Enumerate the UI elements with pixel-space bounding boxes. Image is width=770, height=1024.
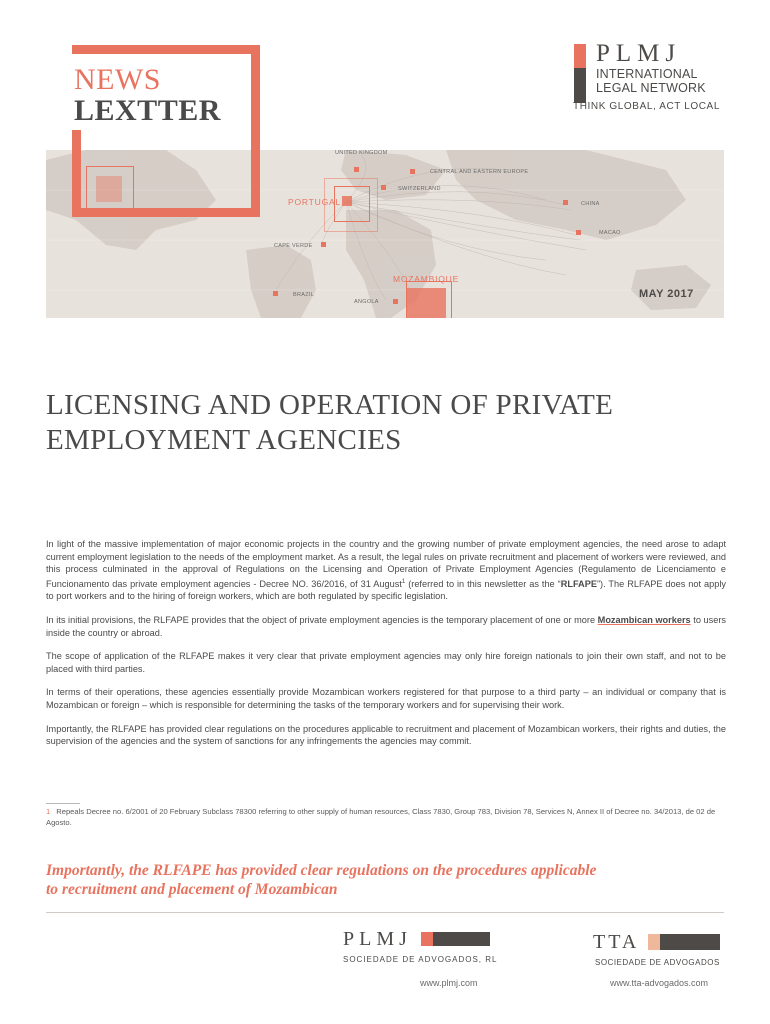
- plmj-tagline: THINK GLOBAL, ACT LOCAL: [573, 101, 720, 112]
- issue-date: MAY 2017: [639, 288, 694, 300]
- decorative-square: [96, 176, 122, 202]
- article-headline: [46, 388, 726, 458]
- headline-line-1: LICENSING AND OPERATION OF PRIVATE: [46, 389, 614, 421]
- paragraph-2: In its initial provisions, the RLFAPE provides that the object of private employment agencies is the temporary placement of one or more Mozambican workers to users inside the country or abroad.: [46, 615, 726, 638]
- footnote-number: 1: [46, 807, 51, 816]
- cee-marker: [410, 169, 415, 174]
- footer-tta-subtitle: SOCIEDADE DE ADVOGADOS: [595, 958, 720, 967]
- headline-line-2: EMPLOYMENT AGENCIES: [46, 424, 402, 456]
- footnote-ref[interactable]: 1: [401, 578, 406, 585]
- article-body: [46, 538, 726, 759]
- switzerland-marker: [381, 185, 386, 190]
- mozambican-workers-link[interactable]: Mozambican workers: [597, 615, 691, 626]
- macao-marker: [576, 230, 581, 235]
- plmj-logo-name: PLMJ: [596, 40, 682, 67]
- masthead-news: NEWS: [74, 63, 161, 96]
- label-brazil: BRAZIL: [293, 292, 315, 298]
- label-switzerland: SWITZERLAND: [398, 186, 441, 192]
- frame-top-bar: [72, 45, 260, 54]
- pull-quote-line-1: Importantly, the RLFAPE has provided clear regulations on the procedures applicable: [46, 862, 597, 879]
- footer-plmj-subtitle: SOCIEDADE DE ADVOGADOS, RL: [343, 955, 498, 964]
- plmj-logo-legal-network: LEGAL NETWORK: [596, 81, 706, 95]
- paragraph-1: In light of the massive implementation of major economic projects in the country and the growing number of private employment agencies, the need arose to adapt current employment legislation to the needs of the employment market. As a result, the legal rules on private recruitment and placement of workers were reviewed, and this process culminated in the approval of Regulations on the Licensing and Operation of Private Employment Agencies (Regulamento de Licenciamento e Funcionamento das private employment agencies - Decree NO. 36/2016, of 31 August$^1$ (referred to in this newsletter as the “RLFAPE”). The RLFAPE does not apply to port workers and to the hiring of foreign workers, which are both regulated by specific legislation.: [46, 539, 726, 602]
- footer-plmj-url[interactable]: www.plmj.com: [420, 978, 478, 988]
- rlfape-term: RLFAPE: [560, 578, 597, 589]
- footer-tta-bar: [660, 934, 720, 950]
- label-china: CHINA: [581, 201, 600, 207]
- plmj-logo-bar: [574, 44, 586, 103]
- paragraph-3: The scope of application of the RLFAPE makes it very clear that private employment agencies may only hire foreign nationals to join their own staff, and not to be placed with third parties.: [46, 651, 726, 674]
- plmj-logo-international: INTERNATIONAL: [596, 67, 698, 81]
- footer-tta-url[interactable]: www.tta-advogados.com: [610, 978, 709, 988]
- label-mozambique: MOZAMBIQUE: [393, 274, 460, 284]
- masthead-lextter: LEXTTER: [74, 94, 221, 127]
- world-map-banner: [46, 150, 724, 318]
- label-macao: MACAO: [599, 230, 621, 236]
- footer-plmj-bar: [433, 932, 490, 946]
- footnote-divider: [46, 803, 80, 804]
- world-map-graphic: [46, 150, 724, 318]
- angola-marker: [393, 299, 398, 304]
- footnote-text: Repeals Decree no. 6/2001 of 20 February Subclass 78300 referring to other supply of human resources, Class 7830, Group 783, Division 78, Services N, Annex II of Decree no. 34/2013, de 02 de Agosto.: [46, 807, 716, 827]
- brazil-marker: [273, 291, 278, 296]
- footer-plmj-name: PLMJ: [343, 928, 412, 950]
- label-cape-verde: CAPE VERDE: [274, 243, 313, 249]
- pull-quote: [46, 861, 726, 899]
- cape-verde-marker: [321, 242, 326, 247]
- frame-bottom-bar: [72, 208, 260, 217]
- mozambique-square: [406, 288, 446, 318]
- label-angola: ANGOLA: [354, 299, 379, 305]
- frame-right-bar: [251, 45, 260, 217]
- label-central-eastern-europe: CENTRAL AND EASTERN EUROPE: [430, 169, 529, 175]
- footnote: [46, 806, 726, 828]
- pull-quote-divider: [46, 912, 724, 913]
- china-marker: [563, 200, 568, 205]
- footer-tta-accent-square: [648, 934, 660, 950]
- pull-quote-line-2: to recruitment and placement of Mozambican: [46, 881, 338, 898]
- paragraph-4: In terms of their operations, these agencies essentially provide Mozambican workers registered for that purpose to a third party – an individual or company that is Mozambican or foreign – which is responsible for determining the tasks of the temporary workers and for supervising their work.: [46, 687, 726, 710]
- portugal-mark: [342, 196, 352, 206]
- frame-left-bar: [72, 130, 81, 217]
- footer-tta-name: TTA: [593, 931, 640, 953]
- paragraph-5: Importantly, the RLFAPE has provided clear regulations on the procedures applicable to recruitment and placement of Mozambican workers, their rights and duties, the supervision of the agencies and the system of sanctions for any infringements the agencies may commit.: [46, 723, 726, 747]
- label-portugal: PORTUGAL: [288, 197, 342, 207]
- label-united-kingdom: UNITED KINGDOM: [335, 150, 388, 156]
- footer-plmj-accent-square: [421, 932, 433, 946]
- uk-marker: [354, 167, 359, 172]
